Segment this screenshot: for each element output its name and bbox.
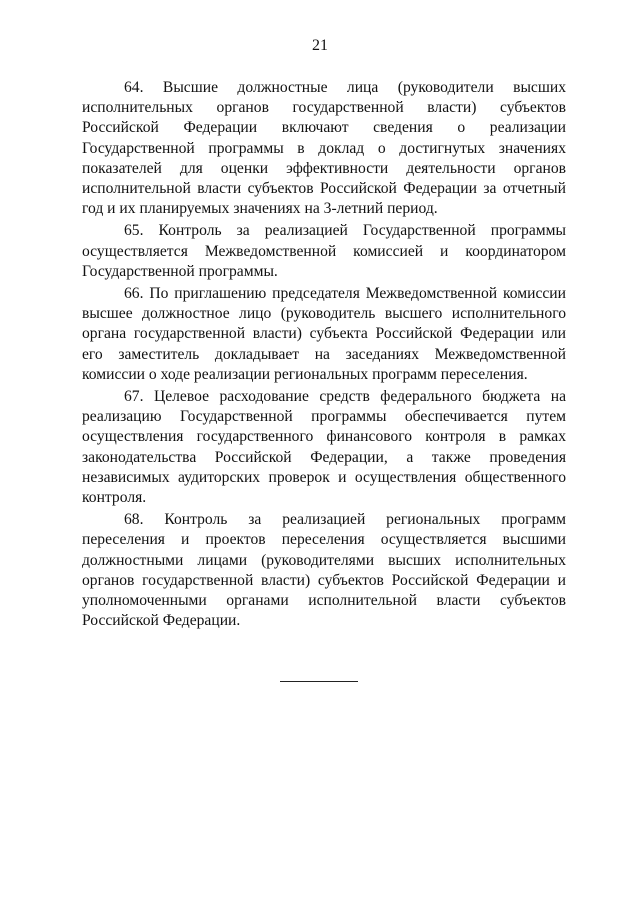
paragraph-68: 68. Контроль за реализацией региональных программ переселения и проектов переселения осуществляется высшими должностными лицами (руководителями высших исполнительных органов государственной власти) субъектов Российской Федерации и уполномоченными органами исполнительной власти субъектов Российской Федерации. (82, 511, 566, 630)
page-number: 21 (312, 37, 328, 54)
paragraph-66: 66. По приглашению председателя Межведомственной комиссии высшее должностное лицо (руководитель высшего исполнительного органа государственной власти) субъекта Российской Федерации или его заместитель докладывает на заседаниях Межведомственной комиссии о ходе реализации региональных программ переселения. (82, 285, 566, 383)
document-body (82, 78, 566, 633)
paragraph-65: 65. Контроль за реализацией Государственной программы осуществляется Межведомственной комиссией и координатором Государственной программы. (82, 222, 566, 280)
paragraph-64: 64. Высшие должностные лица (руководители высших исполнительных органов государственной власти) субъектов Российской Федерации включают сведения о реализации Государственной программы в доклад о достигнутых значениях показателей для оценки эффективности деятельности органов исполнительной власти субъектов Российской Федерации за отчетный год и их планируемых значениях на 3-летний период. (82, 79, 566, 218)
paragraph-67: 67. Целевое расходование средств федерального бюджета на реализацию Государственной программы обеспечивается путем осуществления государственного финансового контроля в рамках законодательства Российской Федерации, а также проведения независимых аудиторских проверок и осуществления общественного контроля. (82, 388, 566, 507)
end-of-document-rule (280, 681, 358, 682)
